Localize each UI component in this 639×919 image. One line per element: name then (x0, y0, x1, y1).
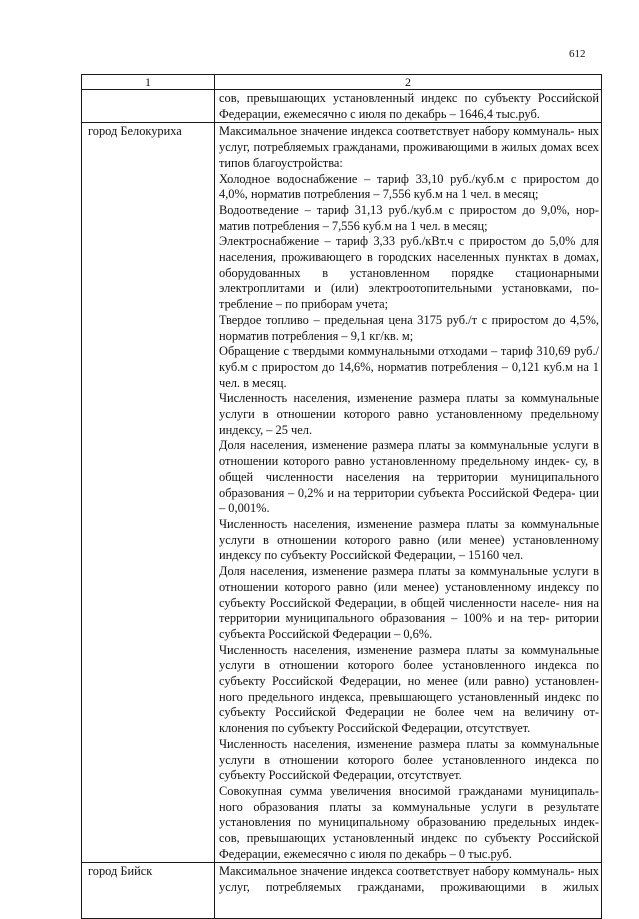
table-row-belokurikha (82, 123, 602, 863)
text-line: Доля населения, изменение размера платы за коммунальные услуги (219, 438, 589, 453)
text-line: в отношении которого равно (или менее) установленному индексу (219, 564, 599, 594)
text-line: услуги в отношении которого равно (или менее) установленному (219, 532, 599, 547)
paragraph-solid-fuel (219, 313, 599, 344)
text-line: Федерации, ежемесячно с июля по декабрь – 1646,4 тыс.руб. (219, 106, 540, 121)
biysk-description (215, 863, 602, 919)
text-line: Совокупная сумма увеличения вносимой гражданами муниципаль- (219, 783, 599, 798)
paragraph-electricity (219, 234, 599, 313)
column-header-1: 1 (82, 75, 215, 90)
belokurikha-description (215, 123, 602, 863)
text-line: для населения, проживающего в городских населенных пунктах в (219, 234, 599, 265)
text-line: Максимальное значение индекса соответствует набору коммуналь- (219, 124, 575, 139)
text-line: 4,5%, норматив потребления – 9,1 кг/кв. м; (219, 312, 599, 343)
text-line: Доля населения, изменение размера платы за коммунальные услуги (219, 564, 589, 579)
text-line: Электроснабжение – тариф 3,33 руб./кВт.ч с приростом до 5,0% (219, 234, 576, 249)
table-header-row (82, 75, 602, 90)
text-line: Обращение с твердыми коммунальными отходами – тариф 310,69 (219, 344, 571, 359)
text-line: ного образования платы за коммунальные услуги в результате (219, 799, 599, 814)
text-line: руб./куб.м с приростом до 14,6%, норматив потребления – 0,121 (219, 344, 599, 374)
paragraph-population-equal (219, 391, 599, 438)
text-line: индексу по субъекту Российской Федерации, – 15160 чел. (219, 548, 524, 563)
paragraph-total-sum (219, 784, 599, 863)
text-line: Численность населения, изменение размера платы за коммунальные (219, 736, 599, 751)
text-line: куб.м на 1 чел. в месяц. (219, 359, 599, 390)
text-line: домах, оборудованных в установленном порядке стационарными (219, 250, 599, 280)
text-line: Численность населения, изменение размера платы за коммунальные (219, 642, 599, 657)
text-line: субъекту Российской Федерации, но менее (или равно) установлен- (219, 674, 599, 689)
text-line: Федерации, ежемесячно с июля по декабрь – 0 тыс.руб. (219, 846, 512, 861)
text-line: электроплитами и (или) электроотопительными установками, по- (219, 281, 599, 296)
text-line: установления по муниципальному образованию предельных индек- (219, 815, 599, 830)
paragraph-population-less (219, 517, 599, 564)
page-number: 612 (569, 48, 586, 60)
continuation-text (219, 91, 599, 122)
region-name-belokurikha: город Белокуриха (82, 123, 215, 863)
text-line: Численность населения, изменение размера платы за коммунальные (219, 391, 599, 406)
paragraph-biysk-max-index (219, 864, 599, 895)
text-line: субъекту Российской Федерации, отсутствует. (219, 768, 462, 783)
text-line: ритории субъекта Российской Федерации – 0,6%. (219, 611, 599, 641)
text-line: услуги в отношении которого более установленного индекса по (219, 658, 599, 673)
text-line: услуги в отношении которого более установленного индекса по (219, 752, 599, 767)
paragraph-sewerage (219, 203, 599, 234)
table-row-biysk (82, 863, 602, 919)
text-line: Максимальное значение индекса соответствует набору коммуналь- (219, 864, 575, 879)
table-row-continuation (82, 90, 602, 123)
text-line: Водоотведение – тариф 31,13 руб./куб.м с приростом до 9,0%, нор- (219, 202, 599, 217)
text-line: ных услуг, потребляемых гражданами, проживающими в жилых (219, 124, 599, 155)
text-line: ции – 0,001%. (219, 485, 599, 516)
text-line: ния на территории муниципального образования – 100% и на тер- (219, 595, 599, 626)
text-line: ных услуг, потребляемых гражданами, проживающими в жилых (219, 864, 599, 895)
text-line: матив потребления – 7,556 куб.м на 1 чел. в месяц; (219, 218, 488, 233)
text-line: сов, превышающих установленный индекс по субъекту Российской (219, 831, 599, 846)
region-name-biysk: город Бийск (82, 863, 215, 919)
text-line: услуги в отношении которого равно установленному предельному (219, 407, 599, 422)
column-header-2: 2 (215, 75, 602, 90)
text-line: по субъекту Российской Федерации не более чем на величину от- (219, 689, 599, 720)
text-line: требление – по приборам учета; (219, 297, 389, 312)
paragraph-share-equal (219, 438, 599, 517)
text-line: домах всех типов благоустройства: (219, 140, 599, 170)
text-line: Холодное водоснабжение – тариф 33,10 руб./куб.м с приростом до (219, 171, 599, 186)
paragraph-cold-water (219, 172, 599, 203)
text-line: Численность населения, изменение размера платы за коммунальные (219, 516, 599, 531)
text-line: индексу, – 25 чел. (219, 422, 313, 437)
text-line: по субъекту Российской Федерации, в общей численности населе- (219, 579, 599, 610)
continuation-cell (215, 90, 602, 123)
text-line: образования – 0,2% и на территории субъекта Российской Федера- (219, 485, 576, 500)
paragraph-share-less (219, 564, 599, 643)
text-line: сов, превышающих установленный индекс по субъекту Российской (219, 91, 599, 105)
paragraph-population-more (219, 737, 599, 784)
paragraph-population-deviation (219, 643, 599, 737)
text-line: 4,0%, норматив потребления – 7,556 куб.м на 1 чел. в месяц; (219, 187, 539, 202)
text-line: ного предельного индекса, превышающего установленный индекс (219, 689, 581, 704)
document-table (81, 74, 602, 919)
paragraph-solid-waste (219, 344, 599, 391)
text-line: Твердое топливо – предельная цена 3175 руб./т с приростом до (219, 312, 566, 327)
text-line: клонения по субъекту Российской Федерации, отсутствует. (219, 721, 531, 736)
text-line: су, в общей численности населения на территории муниципального (219, 454, 599, 484)
text-line: в отношении которого равно установленному предельному индек- (219, 438, 599, 469)
paragraph-max-index (219, 124, 599, 171)
region-cell (82, 90, 215, 123)
